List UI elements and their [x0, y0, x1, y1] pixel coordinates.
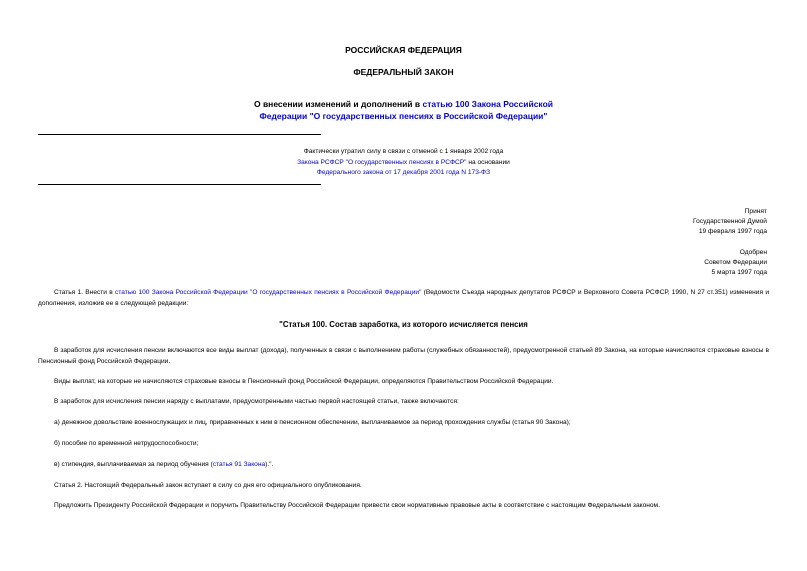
- repeal-notice-basis: на основании: [466, 158, 510, 166]
- accepted-by: Государственной Думой: [693, 218, 767, 225]
- item-c-prefix: в) стипендия, выплачиваемая за период обучения (: [54, 461, 213, 468]
- closing-paragraph: Предложить Президенту Российской Федерации и поручить Правительству Российской Федерации привести свои нормативные правовые акты в соответствие с настоящим Федеральным законом.: [54, 502, 660, 509]
- article-1: [38, 288, 769, 309]
- article-100-heading: "Статья 100. Состав заработка, из которого исчисляется пенсия: [279, 320, 528, 329]
- title-link-part2[interactable]: Федерации "О государственных пенсиях в Российской Федерации": [259, 110, 548, 121]
- article-91-link[interactable]: статья 91 Закона: [212, 461, 266, 468]
- item-c-suffix: ).".: [265, 461, 274, 468]
- approved-date: 5 марта 1997 года: [711, 269, 767, 276]
- approved-by: Советом Федерации: [704, 259, 767, 266]
- accepted-label: Принят: [744, 208, 767, 215]
- notice-bottom-rule: [38, 184, 321, 185]
- adoption-federation-council: [704, 248, 767, 278]
- repealing-law-link[interactable]: Федерального закона от 17 декабря 2001 года N 173-ФЗ: [316, 169, 491, 176]
- approved-label: Одобрен: [739, 249, 767, 256]
- country-heading: РОССИЙСКАЯ ФЕДЕРАЦИЯ: [345, 45, 462, 55]
- article-100-item-c: [38, 460, 769, 471]
- article-100-paragraph-2: Виды выплат, на которые не начисляются страховые взносы в Пенсионный фонд Российской Федерации, определяются Правительством Российской Федерации.: [54, 378, 554, 385]
- document-title: [0, 99, 807, 122]
- article-1-link[interactable]: статью 100 Закона Российской Федерации "О государственных пенсиях в Российской Федерации": [115, 289, 422, 296]
- title-prefix: О внесении изменений и дополнений в: [253, 99, 423, 109]
- notice-top-rule: [38, 134, 321, 135]
- article-1-suffix: (Ведомости Съезда народных депутатов РСФСР и Верховного Совета РСФСР, 1990, N 27 ст.351) изменения и дополнения, изложив ее в следующей редакции:: [38, 289, 770, 307]
- title-link-part1[interactable]: статью 100 Закона Российской: [422, 99, 553, 109]
- repealed-law-link[interactable]: Закона РСФСР "О государственных пенсиях в РСФСР": [297, 158, 467, 166]
- article-100-paragraph-3: В заработок для исчисления пенсии наряду с выплатами, предусмотренными частью первой настоящей статьи, также включаются:: [54, 398, 459, 405]
- repeal-notice: [0, 147, 807, 179]
- repeal-notice-line1: Фактически утратил силу в связи с отменой с 1 января 2002 года: [303, 148, 504, 155]
- article-100-item-a: а) денежное довольствие военнослужащих и лиц, приравненных к ним в пенсионном обеспечении, выплачиваемое за период прохождения службы (статья 90 Закона);: [54, 419, 571, 426]
- accepted-date: 19 февраля 1997 года: [698, 228, 767, 235]
- article-2: Статья 2. Настоящий Федеральный закон вступает в силу со дня его официального опубликования.: [54, 482, 362, 489]
- article-1-prefix: Статья 1. Внести в: [54, 289, 116, 296]
- article-100-paragraph-1: В заработок для исчисления пенсии включаются все виды выплат (дохода), полученных в связи с выполнением работы (служебных обязанностей), предусмотренной статьей 89 Закона, на которые начисляются страховые взносы в Пенсионный фонд Российской Федерации.: [38, 347, 769, 365]
- law-type-heading: ФЕДЕРАЛЬНЫЙ ЗАКОН: [353, 67, 454, 77]
- article-100-item-b: б) пособие по временной нетрудоспособности;: [54, 440, 199, 447]
- adoption-duma: [693, 207, 767, 237]
